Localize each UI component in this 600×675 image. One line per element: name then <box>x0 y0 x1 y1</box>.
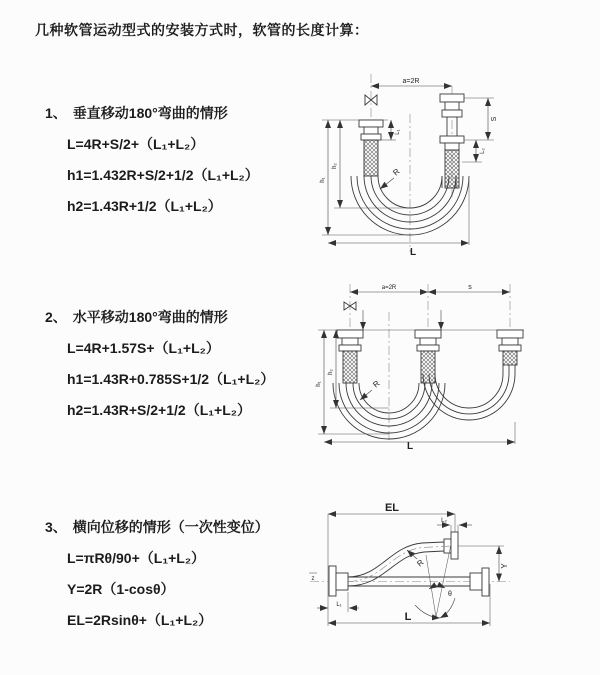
dim-label-h1: h₁ <box>320 177 326 183</box>
section-3 <box>45 517 315 642</box>
flange <box>451 532 458 559</box>
section-3-heading: 横向位移的情形（一次性变位） <box>72 519 269 535</box>
pipe-neck <box>364 127 378 134</box>
formula-h1: h1=1.432R+S/2+1/2（L₁+L₂） <box>67 167 259 183</box>
flange <box>337 330 363 338</box>
dimension-h2 <box>328 330 389 408</box>
flange <box>415 330 441 338</box>
theta-angle <box>415 544 455 618</box>
page-title: 几种软管运动型式的安装方式时，软管的长度计算： <box>35 22 369 38</box>
dim-label-s: s <box>468 284 472 291</box>
flange <box>482 568 489 596</box>
dim-label-a2r: a=2R <box>402 78 420 85</box>
pipe-neck <box>420 338 436 345</box>
formula-y: Y=2R（1-cosθ） <box>67 581 175 597</box>
section-3-number: 3、 <box>45 519 67 535</box>
flange <box>499 345 521 351</box>
dimension-l1 <box>317 592 359 612</box>
pipe-neck <box>502 338 518 345</box>
length-label: L <box>409 247 417 257</box>
flange <box>442 110 462 117</box>
section-3-heading-row <box>45 517 315 537</box>
angle-label: θ <box>448 591 452 598</box>
pipe-neck <box>445 102 459 110</box>
formula-h2: h2=1.43R+1/2（L₁+L₂） <box>67 198 222 214</box>
dim-label-y: Y <box>500 563 509 569</box>
braid-section <box>503 351 517 365</box>
dim-label-el: EL <box>384 502 400 514</box>
section-2-number: 2、 <box>45 309 67 325</box>
section-1 <box>45 103 315 228</box>
radius-callout <box>407 550 426 568</box>
pipe-fitting-2 <box>415 330 441 383</box>
radius-label: R <box>371 378 382 390</box>
dim-label-h2: h₂ <box>328 369 334 375</box>
section-2 <box>45 307 315 432</box>
flange <box>339 345 361 351</box>
radius-callout <box>380 167 402 189</box>
dim-label-l2: L₂ <box>441 518 447 524</box>
diagram-horizontal-180-bend <box>310 282 598 450</box>
pipe-neck <box>470 573 482 590</box>
flange <box>359 120 383 127</box>
flange <box>440 136 464 143</box>
flange <box>329 566 336 596</box>
dimension-a2r <box>371 78 452 86</box>
formula-h1: h1=1.43R+0.785S+1/2（L₁+L₂） <box>67 371 275 387</box>
section-1-heading: 垂直移动180°弯曲的情形 <box>72 105 228 121</box>
braid-section <box>445 150 459 188</box>
pipe-fitting-1 <box>337 330 363 383</box>
formula-h2: h2=1.43R+S/2+1/2（L₁+L₂） <box>67 402 251 418</box>
section-2-heading-row <box>45 307 315 327</box>
dim-label-h1: h₁ <box>316 381 322 387</box>
pipe-neck <box>445 143 459 150</box>
length-label: L <box>404 611 412 623</box>
pipe-neck <box>336 573 348 590</box>
dimension-s <box>464 98 498 140</box>
dimension-l1 <box>381 120 401 140</box>
left-pipe-fitting <box>359 120 383 176</box>
dimension-l2 <box>437 518 472 532</box>
dimension-a2r <box>350 285 428 292</box>
formula-length: L=πRθ/90+（L₁+L₂） <box>67 550 206 566</box>
datum-mark <box>309 573 317 582</box>
pipe-fitting-3 <box>497 330 523 365</box>
braid-section <box>364 140 378 176</box>
pipe-neck <box>342 338 358 345</box>
section-2-heading: 水平移动180°弯曲的情形 <box>72 309 228 325</box>
dim-label-h2: h₂ <box>332 163 338 169</box>
upper-flange-fitting <box>444 532 458 559</box>
diagram-vertical-180-bend <box>312 72 597 257</box>
formula-length: L=4R+S/2+（L₁+L₂） <box>67 136 205 152</box>
dimension-length <box>328 180 469 257</box>
dim-label-l1: L₁ <box>336 602 342 608</box>
radius-callout <box>360 379 382 400</box>
braid-section <box>343 351 357 383</box>
dim-label-l2: L₂ <box>480 148 486 154</box>
dimension-length <box>328 584 490 626</box>
flange <box>417 345 439 351</box>
dim-label-l1: L₁ <box>395 129 401 135</box>
section-1-heading-row <box>45 103 315 123</box>
flange <box>440 94 464 102</box>
radius-label: R <box>391 166 402 178</box>
dimension-s <box>428 284 510 292</box>
dimension-el <box>328 502 455 626</box>
hose-displaced-position <box>348 542 451 586</box>
formula-el: EL=2Rsinθ+（L₁+L₂） <box>67 612 213 628</box>
dimension-l2 <box>462 140 486 162</box>
flange <box>497 330 523 338</box>
formula-length: L=4R+1.57S+（L₁+L₂） <box>67 340 220 356</box>
datum-label: z <box>311 576 315 582</box>
flange <box>361 134 381 140</box>
right-pipe-fitting <box>440 94 464 188</box>
length-label: L <box>406 441 414 450</box>
section-1-number: 1、 <box>45 105 67 121</box>
dim-label-a2r: a=2R <box>381 285 397 291</box>
radius-label: R <box>415 557 426 569</box>
left-flange-fitting <box>329 566 348 596</box>
dim-label-s: S <box>491 116 498 122</box>
diagram-lateral-displacement <box>300 500 598 642</box>
